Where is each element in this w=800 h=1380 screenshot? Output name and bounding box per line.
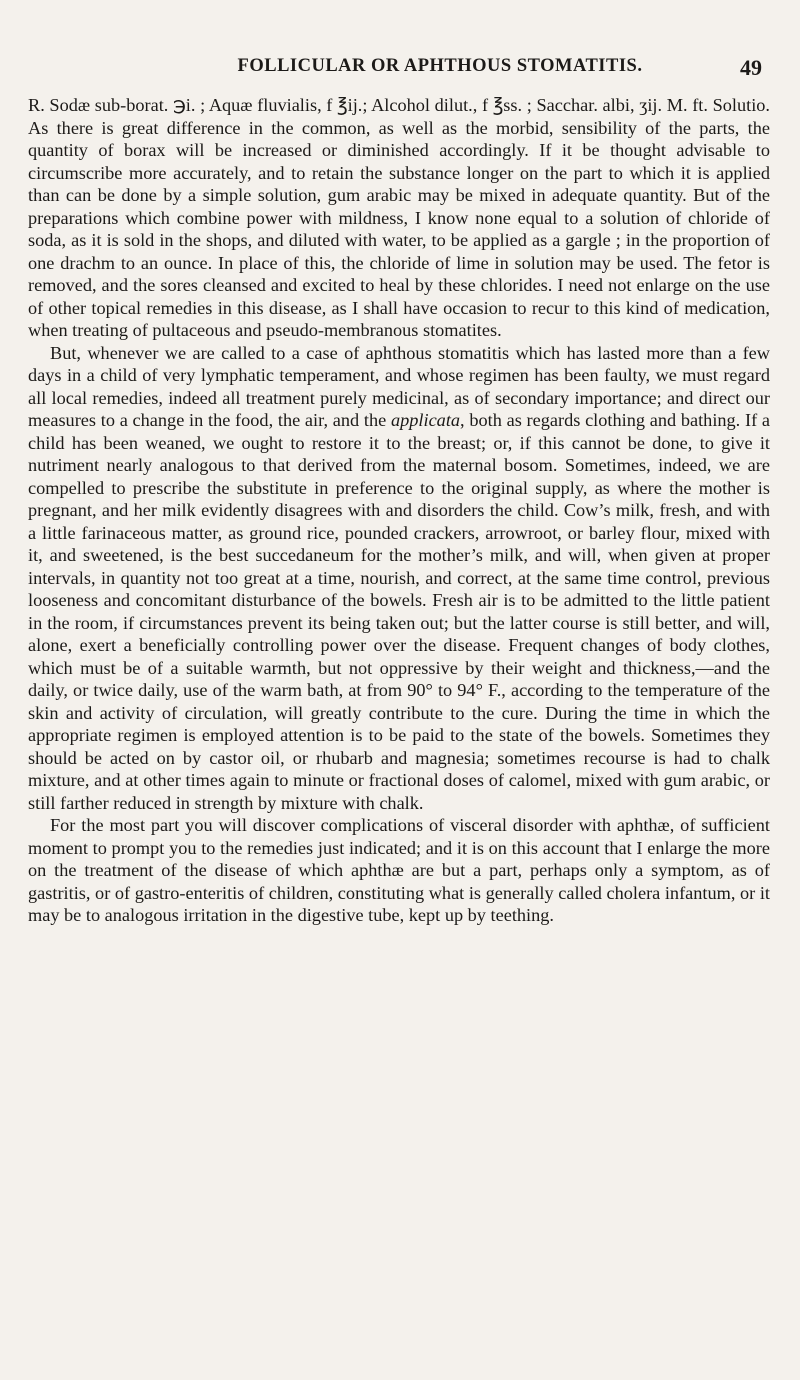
paragraph-text: R. Sodæ sub-borat. ℈i. ; Aquæ fluvialis, f ℥ij.; Alcohol dilut., f ℥ss. ; Sacchar. albi, ʒij. M. ft. Solutio. As there is great difference in the common, as well as the morbid, sensibility of the parts, the quantity of borax will be increased or diminished accordingly. If it be thought advisable to circumscribe more accurately, and to retain the substance longer on the part to which it is applied than can be done by a simple solution, gum arabic may be mixed in adequate quantity. But of the preparations which combine power with mildness, I know none equal to a solution of chloride of soda, as it is sold in the shops, and diluted with water, to be applied as a gargle ; in the proportion of one drachm to an ounce. In place of this, the chloride of lime in solution may be used. The fetor is removed, and the sores cleansed and excited to heal by these chlorides. I need not enlarge on the use of other topical remedies in this disease, as I shall have occasion to recur to this kind of medication, when treating of pultaceous and pseudo-membranous stomatites. <box>28 95 770 340</box>
paragraph-1 <box>28 94 770 342</box>
running-title: FOLLICULAR OR APHTHOUS STOMATITIS. <box>237 56 643 76</box>
italic-term: applicata <box>390 410 461 430</box>
paragraph-text: , both as regards clothing and bathing. If a child has been weaned, we ought to restore it to the breast; or, if this cannot be done, to give it nutriment nearly analogous to that derived from the maternal bosom. Sometimes, indeed, we are compelled to prescribe the substitute in preference to the original supply, as where the mother is pregnant, and her milk evidently disagrees with and disorders the child. Cow’s milk, fresh, and with a little farinaceous matter, as ground rice, pounded crackers, arrowroot, or barley flour, mixed with it, and sweetened, is the best succedaneum for the mother’s milk, and will, when given at proper intervals, in quantity not too great at a time, nourish, and correct, at the same time control, previous looseness and concomitant disturbance of the bowels. Fresh air is to be admitted to the little patient in the room, if circumstances prevent its being taken out; but the latter course is still better, and will, alone, exert a beneficially controlling power over the disease. Frequent changes of body clothes, which must be of a suitable warmth, but not oppressive by their weight and thickness,—and the daily, or twice daily, use of the warm bath, at from 90° to 94° F., according to the temperature of the skin and activity of circulation, will greatly contribute to the cure. During the time in which the appropriate regimen is employed attention is to be paid to the state of the bowels. Sometimes they should be acted on by castor oil, or rhubarb and magnesia; sometimes recourse is had to chalk mixture, and at other times again to minute or fractional doses of calomel, mixed with gum arabic, or still farther reduced in strength by mixture with chalk. <box>28 410 770 813</box>
body-text <box>28 94 770 927</box>
page-number: 49 <box>740 55 762 80</box>
paragraph-text: But, whenever we are called to a case of aphthous stomatitis which has lasted more than a few days in a child of very lymphatic temperament, and whose regimen has been faulty, we must regard all local remedies, indeed all treatment purely medicinal, as of secondary importance; and direct our measures to a change in the food, the air, and the <box>28 342 770 430</box>
running-head <box>118 56 762 86</box>
paragraph-3 <box>28 814 770 927</box>
paragraph-text: For the most part you will discover complications of visceral disorder with aphthæ, of sufficient moment to prompt you to the remedies just indicated; and it is on this account that I enlarge the more on the treatment of the disease of which aphthæ are but a part, perhaps only a symptom, as of gastritis, or of gastro-enteritis of children, constituting what is generally called cholera infantum, or it may be to analogous irritation in the digestive tube, kept up by teething. <box>28 815 770 925</box>
paragraph-2 <box>28 342 770 815</box>
